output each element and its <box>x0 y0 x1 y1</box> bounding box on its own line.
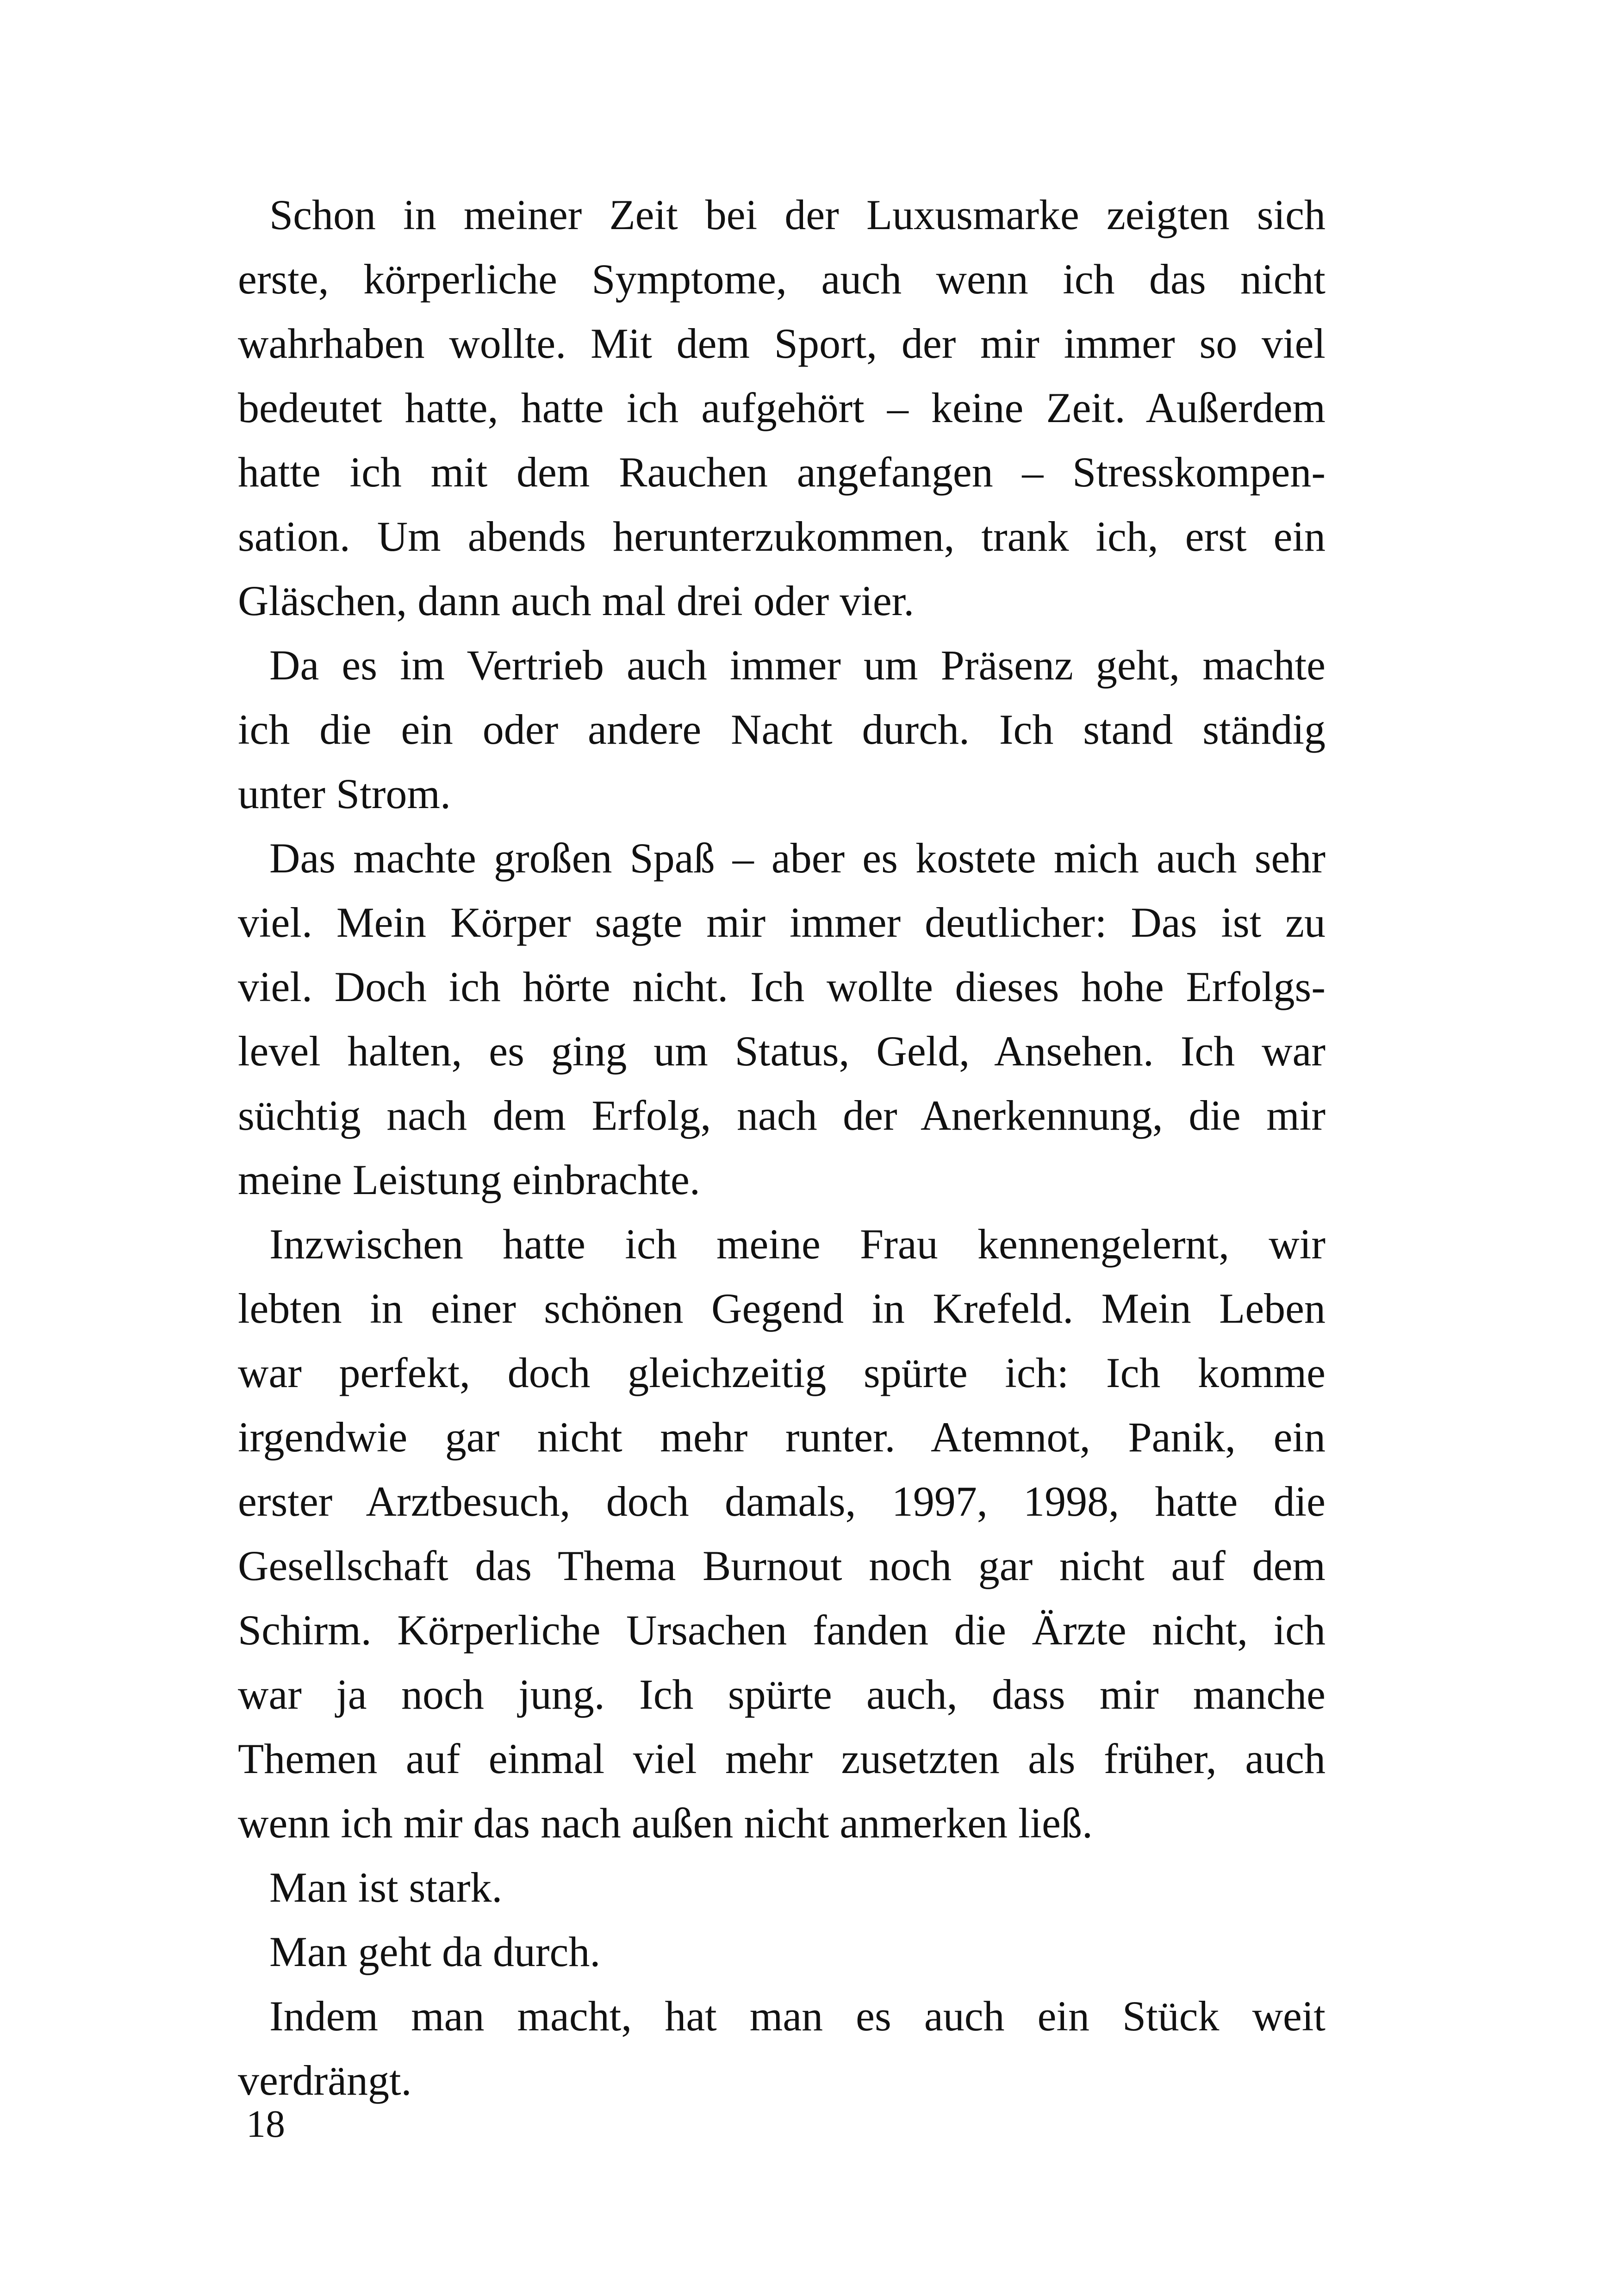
text-line: Schirm. Körperliche Ursachen fanden die Ärzte nicht, ich <box>238 1606 1326 1654</box>
text-line: wahrhaben wollte. Mit dem Sport, der mir immer so viel <box>238 320 1326 367</box>
paragraph <box>238 1212 1326 1855</box>
text-line: erster Arztbesuch, doch damals, 1997, 1998, hatte die <box>238 1478 1326 1525</box>
text-line: ich die ein oder andere Nacht durch. Ich stand ständig <box>238 706 1326 753</box>
text-line: level halten, es ging um Status, Geld, Ansehen. Ich war <box>238 1027 1326 1075</box>
text-line: Das machte großen Spaß – aber es kostete mich auch sehr <box>269 834 1326 882</box>
text-line: viel. Doch ich hörte nicht. Ich wollte dieses hohe Erfolgs- <box>238 963 1326 1010</box>
text-line: Gesellschaft das Thema Burnout noch gar nicht auf dem <box>238 1542 1326 1589</box>
text-line: Inzwischen hatte ich meine Frau kennengelernt, wir <box>269 1220 1326 1268</box>
text-line: Schon in meiner Zeit bei der Luxusmarke zeigten sich <box>269 191 1326 238</box>
text-line: hatte ich mit dem Rauchen angefangen – Stresskompen- <box>238 448 1326 496</box>
text-line: Indem man macht, hat man es auch ein Stück weit <box>269 1992 1326 2040</box>
text-line: irgendwie gar nicht mehr runter. Atemnot, Panik, ein <box>238 1413 1326 1461</box>
paragraph <box>238 826 1326 1212</box>
text-line: lebten in einer schönen Gegend in Krefeld. Mein Leben <box>238 1285 1326 1332</box>
text-line: sation. Um abends herunterzukommen, trank ich, erst ein <box>238 513 1326 560</box>
text-line: süchtig nach dem Erfolg, nach der Anerkennung, die mir <box>238 1092 1326 1139</box>
text-line: verdrängt. <box>238 2057 412 2104</box>
paragraph <box>238 633 1326 826</box>
text-line: bedeutet hatte, hatte ich aufgehört – keine Zeit. Außerdem <box>238 384 1326 431</box>
text-line: unter Strom. <box>238 770 451 817</box>
paragraph <box>238 183 1326 633</box>
text-line: meine Leistung einbrachte. <box>238 1156 700 1203</box>
paragraph <box>238 1855 1326 1920</box>
text-line: Man geht da durch. <box>269 1928 601 1975</box>
paragraph <box>238 1920 1326 1984</box>
text-line: Themen auf einmal viel mehr zusetzten als früher, auch <box>238 1735 1326 1782</box>
page-number: 18 <box>246 2103 285 2146</box>
body-text <box>238 183 1326 2113</box>
text-line: Da es im Vertrieb auch immer um Präsenz geht, machte <box>269 641 1326 689</box>
text-line: war perfekt, doch gleichzeitig spürte ich: Ich komme <box>238 1349 1326 1396</box>
text-line: wenn ich mir das nach außen nicht anmerken ließ. <box>238 1799 1093 1847</box>
paragraph <box>238 1984 1326 2113</box>
text-line: war ja noch jung. Ich spürte auch, dass mir manche <box>238 1671 1326 1718</box>
text-line: Man ist stark. <box>269 1864 503 1911</box>
text-line: viel. Mein Körper sagte mir immer deutlicher: Das ist zu <box>238 899 1326 946</box>
text-line: erste, körperliche Symptome, auch wenn ich das nicht <box>238 255 1326 303</box>
text-line: Gläschen, dann auch mal drei oder vier. <box>238 577 915 624</box>
